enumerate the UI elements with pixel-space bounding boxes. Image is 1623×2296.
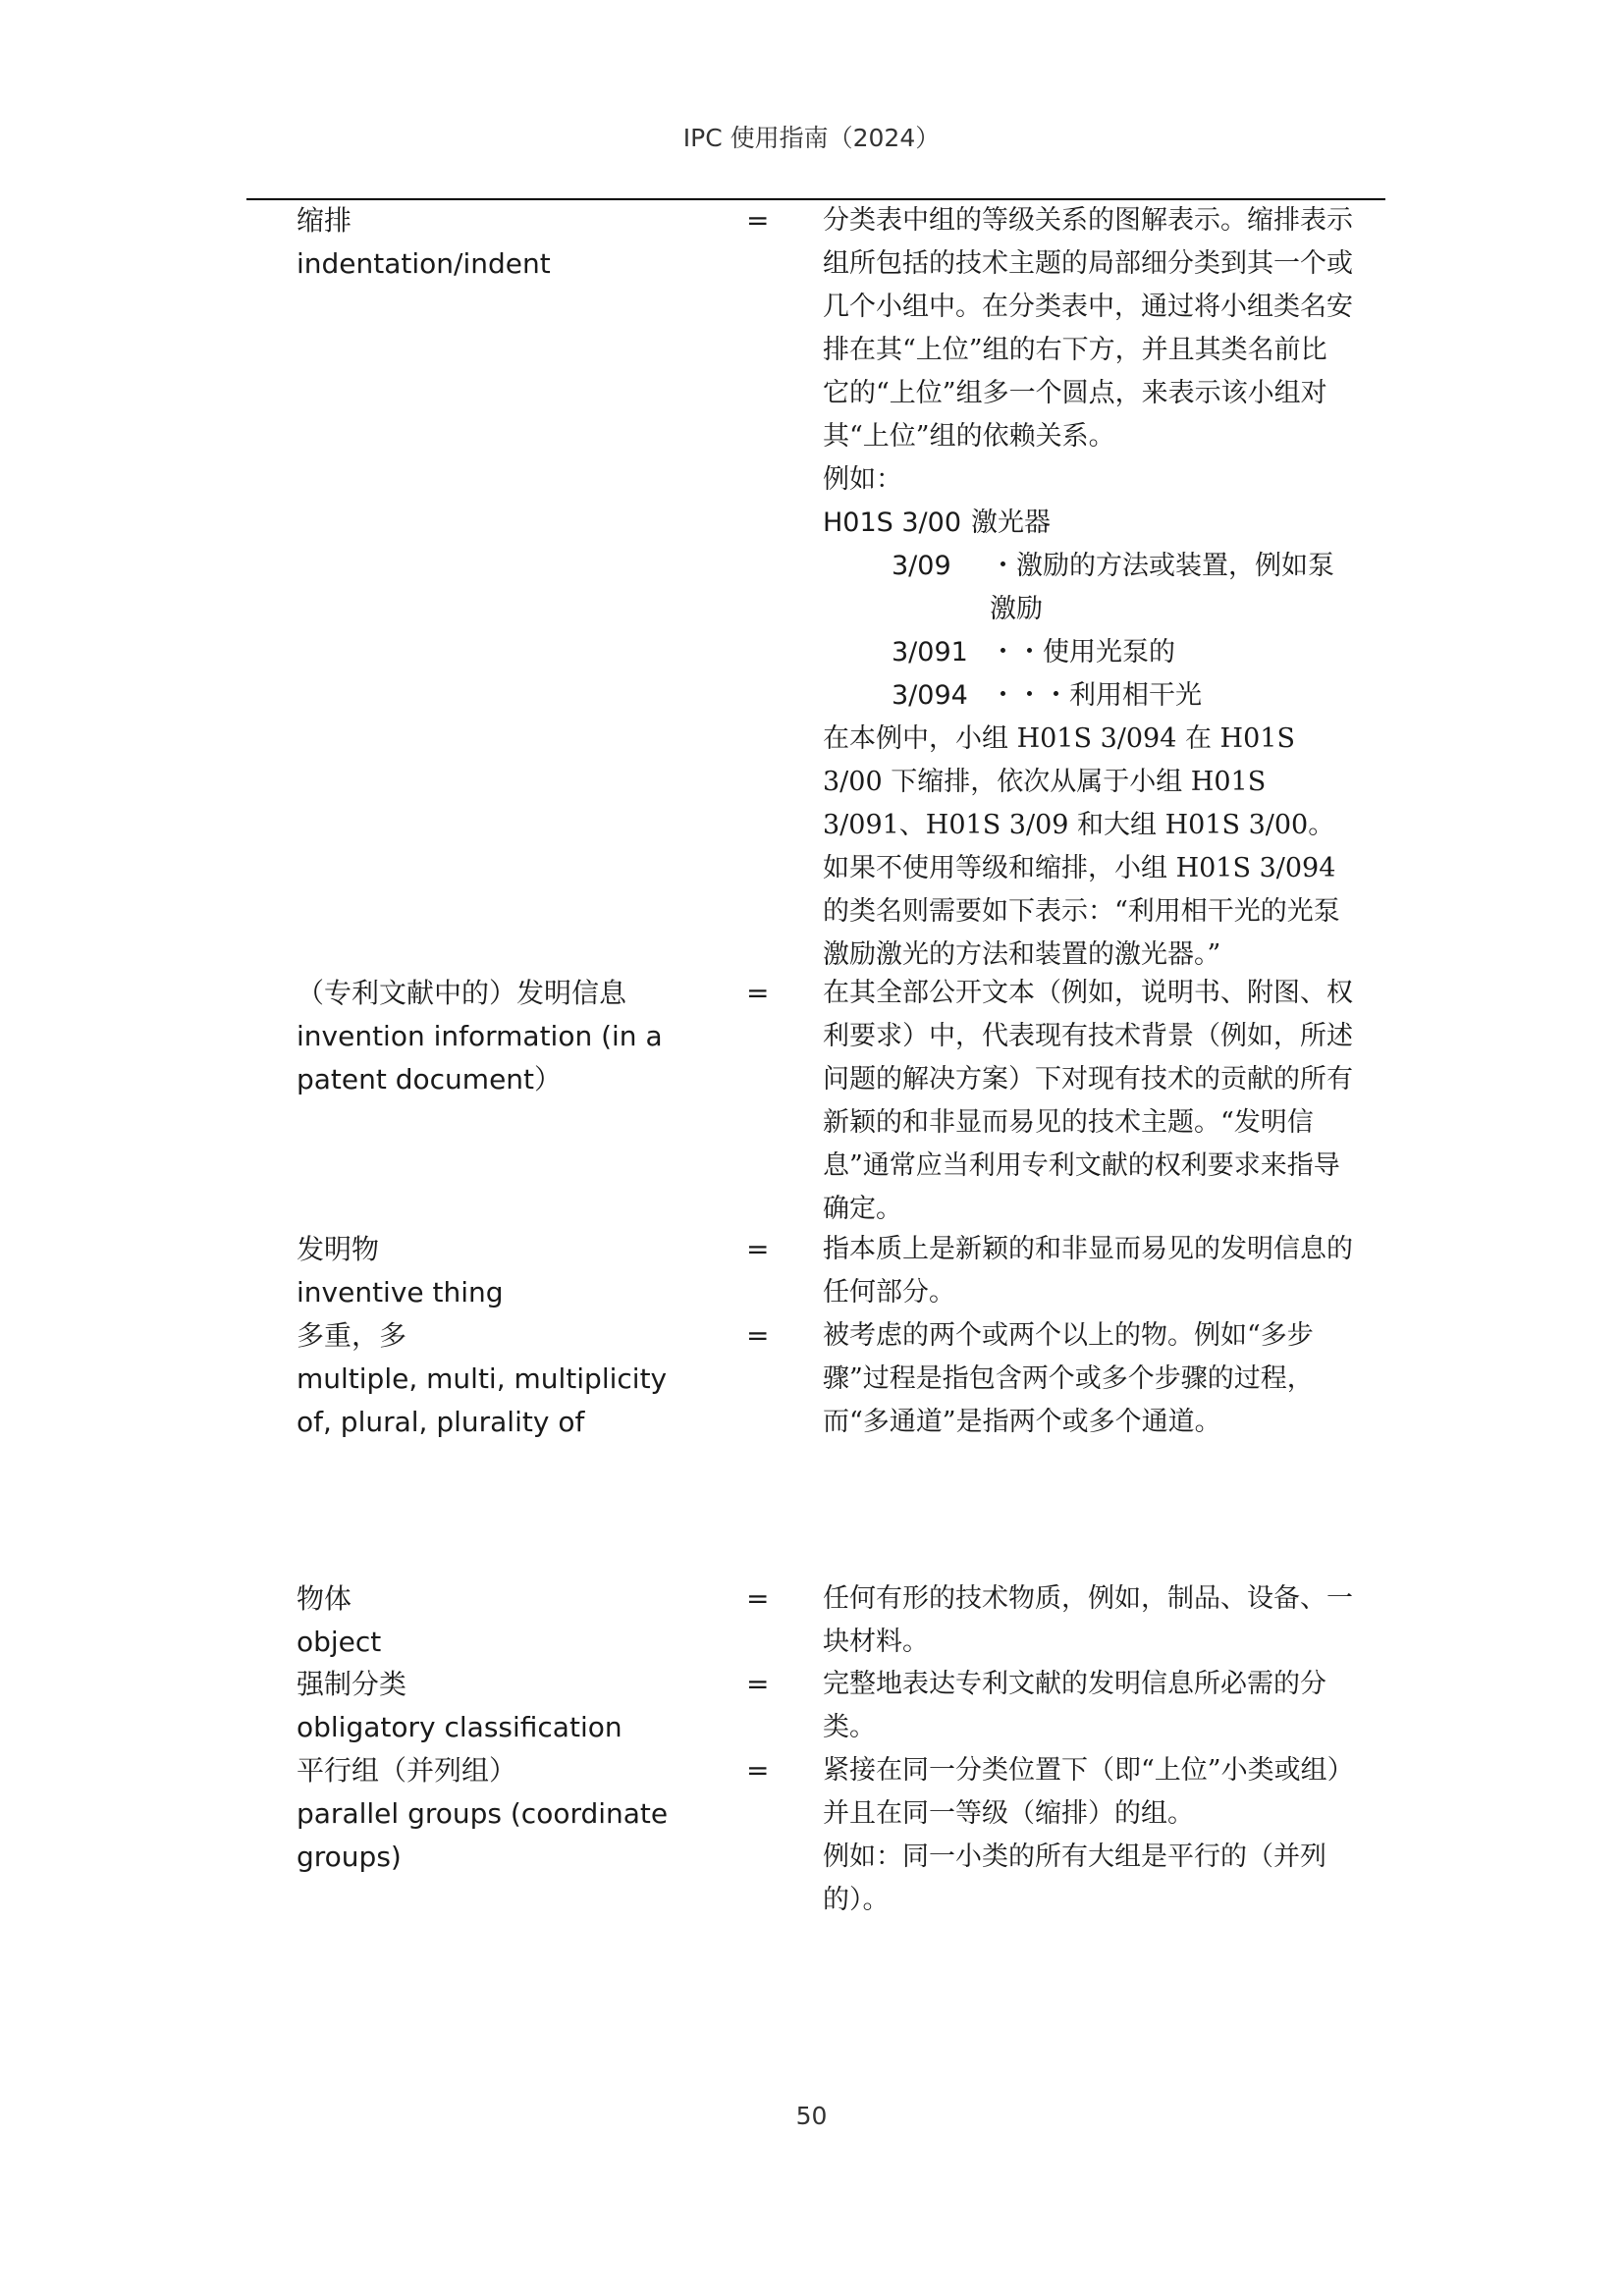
equals-sign: = bbox=[746, 1668, 770, 1700]
term-en: obligatory classification bbox=[297, 1711, 622, 1743]
equals-sign: = bbox=[746, 204, 770, 237]
term bbox=[297, 1228, 709, 1314]
definition bbox=[823, 1228, 1353, 1314]
page-number: 50 bbox=[795, 2102, 828, 2130]
example-title: ・激励的方法或装置，例如泵激励 bbox=[990, 551, 1334, 624]
definition-text: 紧接在同一分类位置下（即“上位”小类或组）并且在同一等级（缩排）的组。 bbox=[823, 1755, 1341, 1829]
definition-text: 在其全部公开文本（例如，说明书、附图、权利要求）中，代表现有技术背景（例如，所述问题的解决方案）下对现有技术的贡献的所有新颖的和非显而易见的技术主题。“发明信息”通常应当利用专利文献的权利要求来指导确定。 bbox=[823, 978, 1353, 1224]
page-header: IPC 使用指南（2024） bbox=[682, 124, 941, 152]
term bbox=[297, 199, 709, 286]
example-row bbox=[823, 631, 1353, 674]
example-row bbox=[823, 502, 1353, 545]
term-en: object bbox=[297, 1626, 382, 1658]
definition-example: 例如：同一小类的所有大组是平行的（并列的）。 bbox=[823, 1842, 1326, 1915]
term-en: inventive thing bbox=[297, 1276, 504, 1308]
definition bbox=[823, 1314, 1353, 1444]
equals-sign: = bbox=[746, 1233, 770, 1265]
example-explanation: 在本例中，小组 H01S 3/094 在 H01S 3/00 下缩排，依次从属于小组 H01S 3/091、H01S 3/09 和大组 H01S 3/00。如果不使用等级和缩排，小组 H01S 3/094 的类名则需要如下表示：“利用相干光的光泵激励激光的方法和装置的激光器。” bbox=[823, 723, 1340, 970]
term bbox=[297, 1577, 709, 1664]
equals-sign: = bbox=[746, 1754, 770, 1787]
term bbox=[297, 1663, 709, 1749]
example-row bbox=[823, 674, 1353, 718]
example-code: H01S 3/00 bbox=[823, 507, 962, 538]
example-code: 3/094 bbox=[892, 680, 968, 711]
example-code: 3/09 bbox=[892, 551, 951, 581]
example-code: 3/091 bbox=[892, 637, 968, 667]
equals-sign: = bbox=[746, 1319, 770, 1352]
definition bbox=[823, 199, 1353, 977]
definition bbox=[823, 972, 1353, 1231]
term-en: multiple, multi, multiplicity of, plural, plurality of bbox=[297, 1362, 668, 1438]
equals-sign: = bbox=[746, 1582, 770, 1615]
term-zh: 物体 bbox=[297, 1582, 352, 1615]
example-label: 例如： bbox=[823, 464, 902, 495]
term bbox=[297, 1314, 709, 1444]
term-en: invention information (in a patent document） bbox=[297, 1020, 663, 1095]
term-zh: 发明物 bbox=[297, 1233, 380, 1265]
definition-text: 指本质上是新颖的和非显而易见的发明信息的任何部分。 bbox=[823, 1234, 1353, 1308]
term-zh: 缩排 bbox=[297, 204, 352, 237]
example-title: ・・・利用相干光 bbox=[990, 680, 1202, 711]
term-en: parallel groups (coordinate groups) bbox=[297, 1797, 669, 1873]
definition-text: 任何有形的技术物质，例如，制品、设备、一块材料。 bbox=[823, 1583, 1353, 1657]
term-en: indentation/indent bbox=[297, 247, 551, 280]
definition bbox=[823, 1663, 1353, 1749]
term-zh: 平行组（并列组） bbox=[297, 1754, 517, 1787]
definition-text: 被考虑的两个或两个以上的物。例如“多步骤”过程是指包含两个或多个步骤的过程，而“多通道”是指两个或多个通道。 bbox=[823, 1320, 1314, 1437]
term-zh: 强制分类 bbox=[297, 1668, 407, 1700]
definition bbox=[823, 1577, 1353, 1664]
term bbox=[297, 972, 709, 1101]
example-title: ・・使用光泵的 bbox=[990, 637, 1175, 667]
term-zh: 多重，多 bbox=[297, 1319, 407, 1352]
term-zh: （专利文献中的）发明信息 bbox=[297, 977, 627, 1009]
example-title: 激光器 bbox=[971, 507, 1052, 538]
definition bbox=[823, 1749, 1353, 1922]
definition-text: 完整地表达专利文献的发明信息所必需的分类。 bbox=[823, 1669, 1326, 1742]
definition-text: 分类表中组的等级关系的图解表示。缩排表示组所包括的技术主题的局部细分类到其一个或几个小组中。在分类表中，通过将小组类名安排在其“上位”组的右下方，并且其类名前比它的“上位”组多一个圆点，来表示该小组对其“上位”组的依赖关系。 bbox=[823, 205, 1353, 452]
equals-sign: = bbox=[746, 977, 770, 1009]
example-row bbox=[823, 545, 1353, 631]
term bbox=[297, 1749, 709, 1879]
